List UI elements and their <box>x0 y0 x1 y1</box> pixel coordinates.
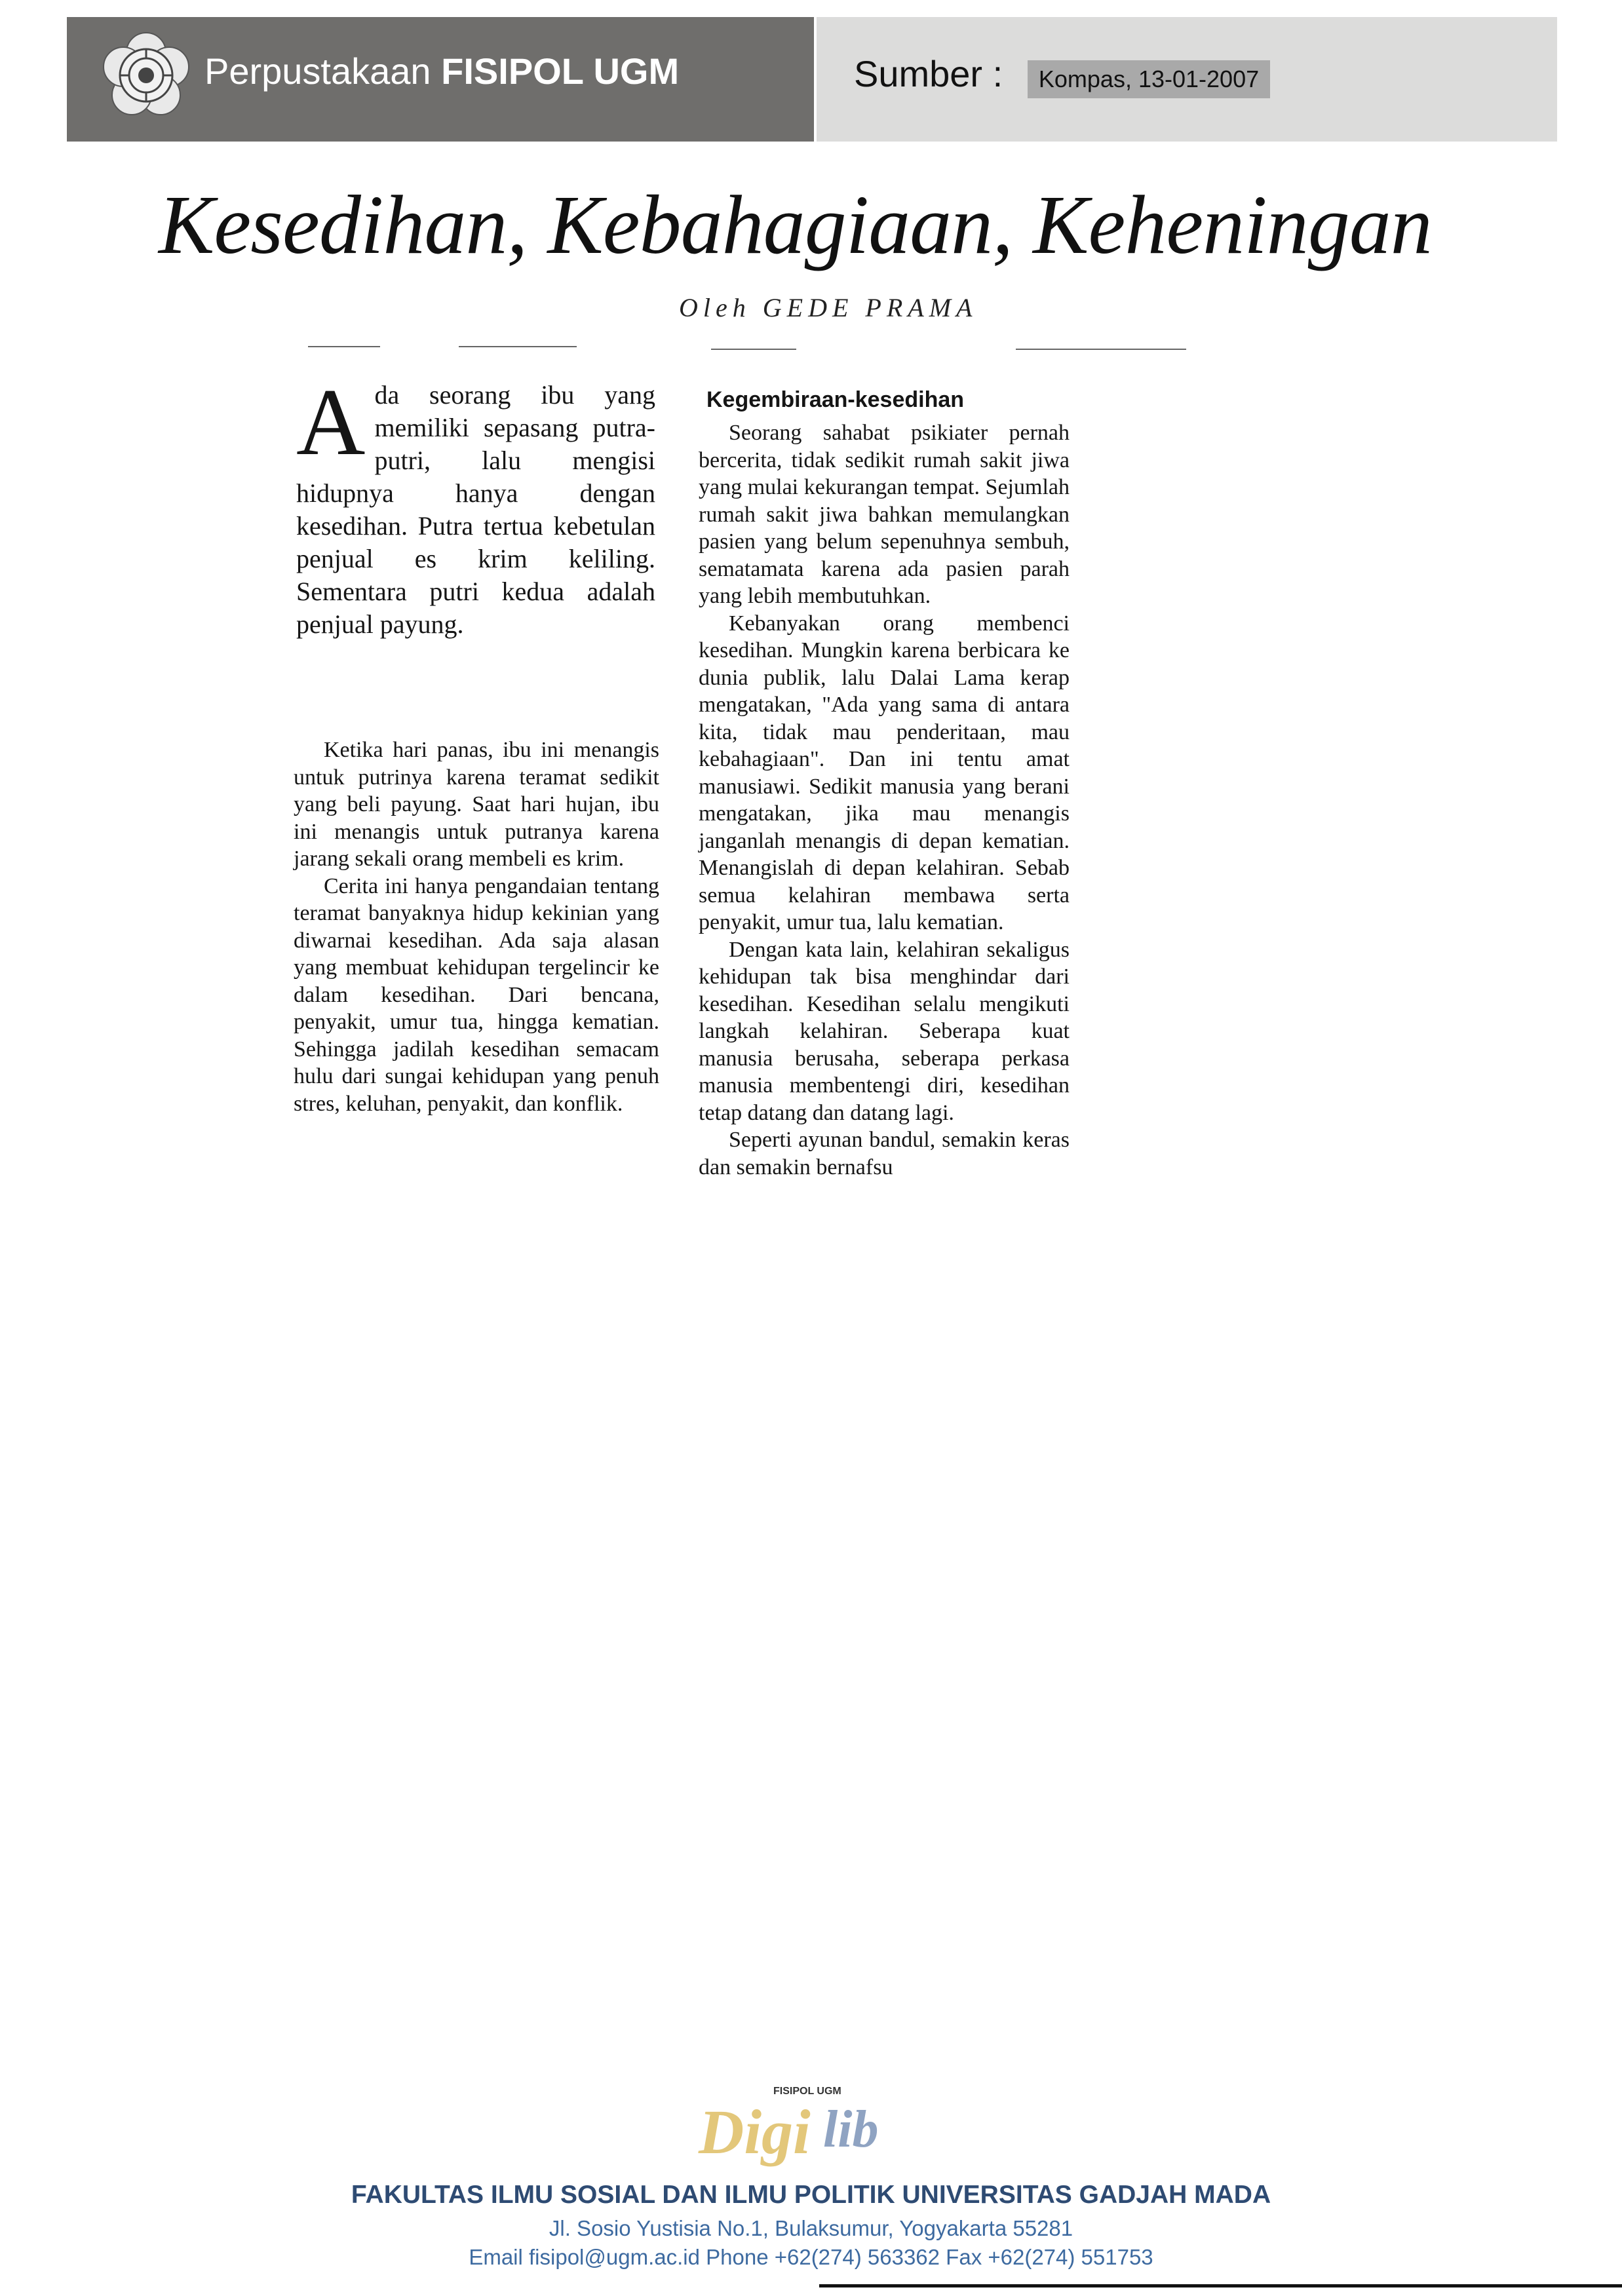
divider-rule <box>1016 349 1186 350</box>
digilib-logo-word-a: Digi <box>699 2097 811 2167</box>
library-name: FISIPOL UGM <box>441 50 680 92</box>
paragraph: Seorang sahabat psikiater pernah bercerita, tidak sedikit rumah sakit jiwa yang mulai kekurangan tempat. Sejumlah rumah sakit jiwa bahkan memulangkan pasien yang belum sepenuhnya sembuh, sematamata karena ada pasien parah yang lebih membutuhkan. <box>699 421 1070 608</box>
paragraph: Cerita ini hanya pengandaian tentang teramat banyaknya hidup kekinian yang diwarnai kesedihan. Ada saja alasan yang membuat kehidupan tergelincir ke dalam kesedihan. Dari bencana, penyakit, umur tua, hingga kematian. Sehingga jadilah kesedihan semacam hulu dari sungai kehidupan yang penuh stres, keluhan, penyakit, dan konflik. <box>294 873 659 1116</box>
article-title: Kesedihan, Kebahagiaan, Keheningan <box>159 178 1432 271</box>
footer-contact: Email fisipol@ugm.ac.id Phone +62(274) 563362 Fax +62(274) 551753 <box>469 2245 1153 2269</box>
digilib-logo-word-b: lib <box>823 2101 879 2158</box>
paragraph: Seperti ayunan bandul, semakin keras dan semakin bernafsu <box>699 1128 1070 1179</box>
divider-rule <box>711 349 796 350</box>
right-column <box>699 384 1070 1181</box>
footer-address: Jl. Sosio Yustisia No.1, Bulaksumur, Yogyakarta 55281 <box>549 2216 1073 2240</box>
lead-text: da seorang ibu yang memiliki sepasang putra-putri, lalu mengisi hidupnya hanya dengan kesedihan. Putra tertua kebetulan penjual es krim keliling. Sementara putri kedua adalah penjual payung. <box>296 380 655 639</box>
paragraph: Ketika hari panas, ibu ini menangis untuk putrinya karena teramat sedikit yang beli payung. Saat hari hujan, ibu ini menangis untuk putranya karena jarang sekali orang membeli es krim. <box>294 738 659 871</box>
lead-paragraph <box>296 369 655 641</box>
paragraph: Kebanyakan orang membenci kesedihan. Mungkin karena berbicara ke dunia publik, lalu Dalai Lama kerap mengatakan, "Ada yang sama di antara kita, tidak mau penderitaan, mau kebahagiaan". Dan ini tentu amat manusiawi. Sedikit manusia yang berani mengatakan, jika mau menangis janganlah menangis di depan kematian. Menangislah di depan kelahiran. Sebab semua kelahiran membawa serta penyakit, umur tua, lalu kematian. <box>699 611 1070 934</box>
divider-rule <box>459 346 577 347</box>
left-column <box>294 737 659 1117</box>
bottom-rule <box>819 2284 1622 2287</box>
source-label: Sumber : <box>854 53 1003 94</box>
source-value: Kompas, 13-01-2007 <box>1028 60 1270 98</box>
digilib-logo-small-text: FISIPOL UGM <box>773 2086 841 2097</box>
library-title <box>204 50 679 92</box>
digilib-logo <box>695 2076 931 2174</box>
footer-faculty: FAKULTAS ILMU SOSIAL DAN ILMU POLITIK UNIVERSITAS GADJAH MADA <box>351 2181 1271 2209</box>
article-byline: Oleh GEDE PRAMA <box>679 293 978 322</box>
section-subhead: Kegembiraan-kesedihan <box>706 387 965 412</box>
paragraph: Dengan kata lain, kelahiran sekaligus kehidupan tak bisa menghindar dari kesedihan. Kesedihan selalu mengikuti langkah kelahiran. Seberapa kuat manusia berusaha, seberapa perkasa manusia membentengi diri, kesedihan tetap datang dan datang lagi. <box>699 937 1070 1125</box>
ugm-seal-icon <box>97 26 195 124</box>
drop-cap: A <box>296 369 366 475</box>
divider-rule <box>308 346 380 347</box>
library-prefix: Perpustakaan <box>204 50 431 92</box>
